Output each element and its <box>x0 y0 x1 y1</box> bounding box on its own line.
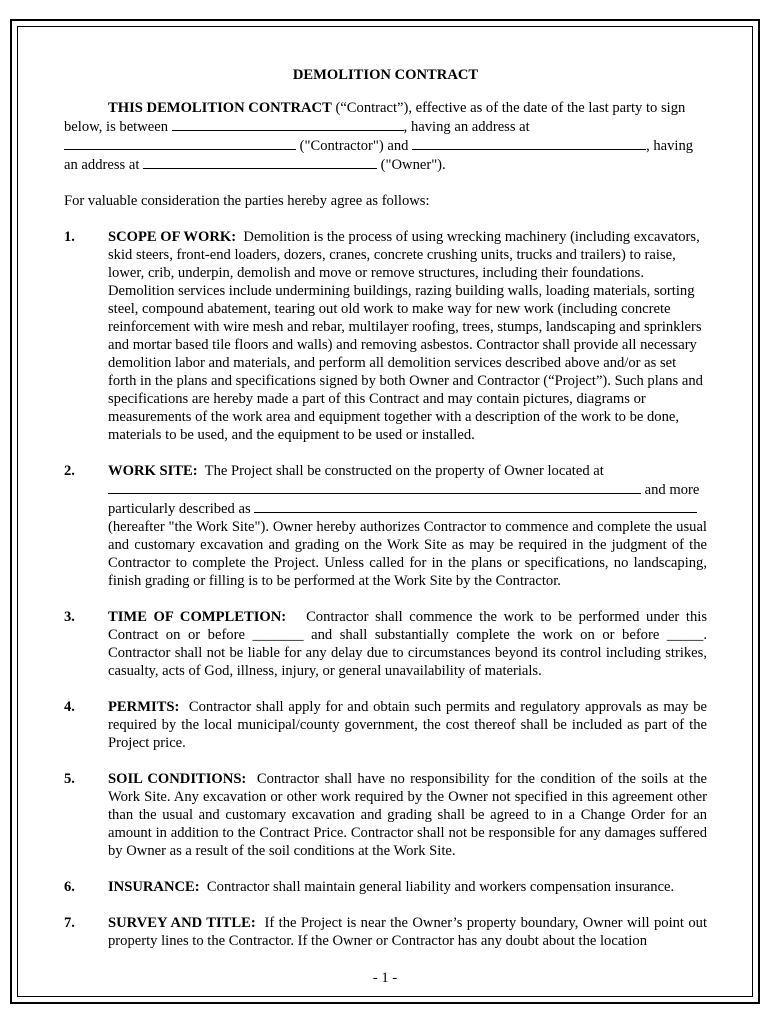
section-number: 7. <box>64 915 75 931</box>
section-time-of-completion <box>64 608 707 680</box>
intro-paragraph: THIS DEMOLITION CONTRACT (“Contract”), effective as of the date of the last party to sign below, is between , having an address at ("Contractor") and , having an address at ("Owner"). <box>64 100 694 173</box>
section-body: Contractor shall apply for and obtain such permits and regulatory approvals as may be required by the local municipal/county government, the cost thereof shall be included as part of the Project price. <box>108 699 708 751</box>
owner-name-blank[interactable] <box>412 136 646 150</box>
section-soil-conditions <box>64 770 707 860</box>
section-insurance <box>64 878 707 896</box>
section-number: 1. <box>64 229 75 245</box>
section-number: 2. <box>64 463 75 479</box>
section-permits <box>64 698 707 752</box>
section-body: Contractor shall have no responsibility for the condition of the soils at the Work Site. Any excavation or other work required by the Owner not specified in this agreement other than the usual and customary excavation and grading shall be agreed to in a Change Order for an amount in addition to the Contract Price. Contractor shall not be responsible for any damages suffered by Owner as a result of the soil conditions at the Work Site. <box>108 771 707 859</box>
work-site-description-blank[interactable] <box>254 499 697 513</box>
section-number: 3. <box>64 609 75 625</box>
section-work-site: 2. WORK SITE: The Project shall be constructed on the property of Owner located at and more particularly described as (hereafter "the Work Site"). Owner hereby authorizes Contractor to commence and complete the usual and customary excavation and grading on the Work Site as may be required in the judgment of the Contractor to complete the Project. Unless called for in the plans or specifications, no landscaping, finish grading or filling is to be performed at the Work Site by the Contractor. <box>64 463 707 589</box>
contractor-name-blank[interactable] <box>172 117 404 131</box>
section-heading: TIME OF COMPLETION: <box>108 609 287 625</box>
consideration-text: For valuable consideration the parties hereby agree as follows: <box>64 193 430 209</box>
section-body: Contractor shall commence the work to be performed under this Contract on or before _______ and shall substantially complete the work on or before _____. Contractor shall not be liable for any delay due to circumstances beyond its control including strikes, casualty, acts of God, illness, injury, or general unavailability of materials. <box>108 609 708 679</box>
section-heading: SOIL CONDITIONS: <box>108 771 247 787</box>
contractor-address-blank[interactable] <box>64 136 296 150</box>
section-number: 4. <box>64 699 75 715</box>
section-number: 6. <box>64 879 75 895</box>
section-survey-and-title <box>64 914 707 950</box>
section-heading: SURVEY AND TITLE: <box>108 915 256 931</box>
page-number: - 1 - <box>372 970 398 986</box>
section-body: Demolition is the process of using wrecking machinery (including excavators, skid steers, front-end loaders, dozers, cranes, concrete crushing units, trucks and trailers) to raise, lower, crib, underpin, demolish and move or remove structures, including their foundations. Demolition services include undermining buildings, razing building walls, loading materials, sorting steel, compound abatement, tearing out old work to make way for new work (including concrete reinforcement with wire mesh and rebar, multilayer roofing, trees, stumps, landscaping and sprinklers and mortar based tile floors and walls) and removing asbestos. Contractor shall provide all necessary demolition labor and materials, and perform all demolition services described above and/or as set forth in the plans and specifications signed by both Owner and Contractor (“Project”). Such plans and specifications are hereby made a part of this Contract and may contain pictures, diagrams or measurements of the work area and equipment together with a description of the work to be done, materials to be used, and the equipment to be used or installed. <box>108 229 703 443</box>
section-heading: WORK SITE: <box>108 463 198 479</box>
document-title: DEMOLITION CONTRACT <box>292 67 479 83</box>
section-heading: INSURANCE: <box>108 879 200 895</box>
section-heading: PERMITS: <box>108 699 180 715</box>
work-site-location-blank[interactable] <box>108 480 641 494</box>
section-body: (hereafter "the Work Site"). Owner hereby authorizes Contractor to commence and complete the usual and customary excavation and grading on the Work Site as may be required in the judgment of the Contractor to complete the Project. Unless called for in the plans or specifications, no landscaping, finish grading or filling is to be performed at the Work Site by the Contractor. <box>108 519 707 589</box>
section-scope-of-work <box>64 228 707 444</box>
owner-address-blank[interactable] <box>143 155 377 169</box>
section-heading: SCOPE OF WORK: <box>108 229 237 245</box>
section-body: If the Project is near the Owner’s property boundary, Owner will point out property lines to the Contractor. If the Owner or Contractor has any doubt about the location <box>108 915 708 949</box>
intro-lead: THIS DEMOLITION CONTRACT <box>108 100 332 116</box>
document-page <box>64 66 707 968</box>
section-number: 5. <box>64 771 75 787</box>
section-body: Contractor shall maintain general liability and workers compensation insurance. <box>206 879 675 895</box>
